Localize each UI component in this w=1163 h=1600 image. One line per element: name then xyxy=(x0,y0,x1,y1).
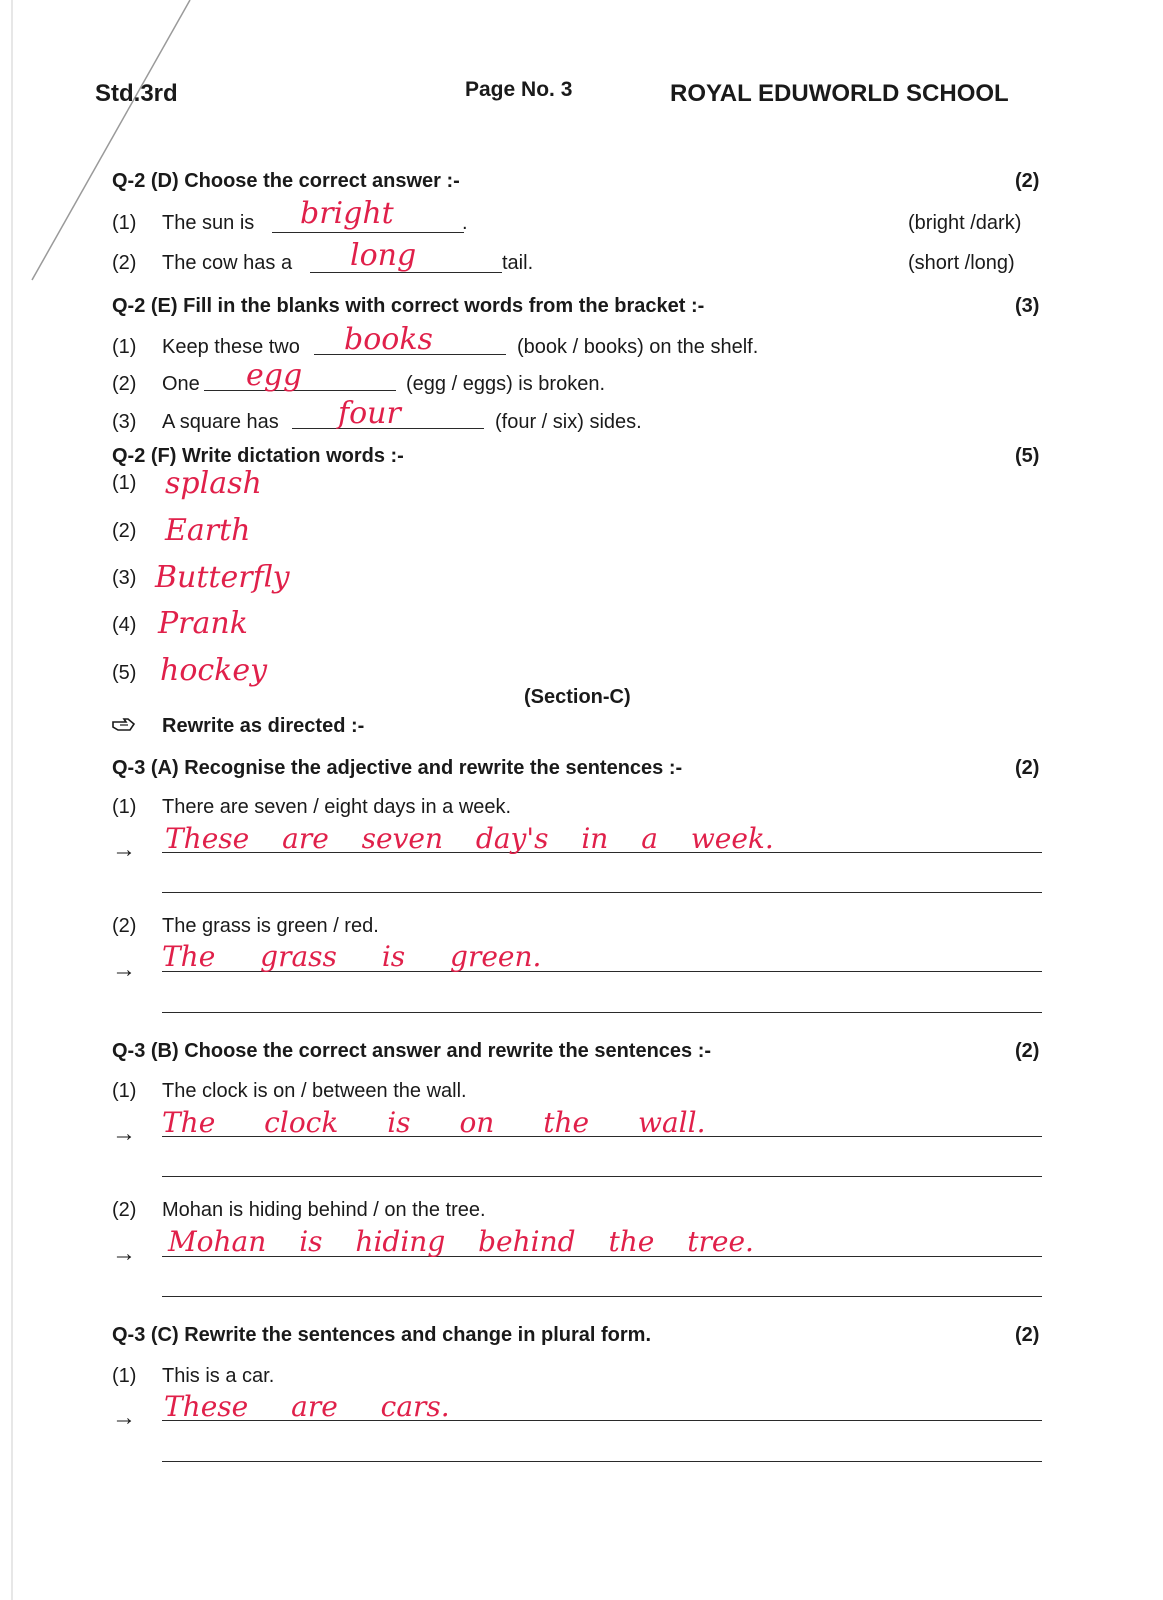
q3c-1-answer: These are cars. xyxy=(164,1390,450,1423)
q2e-1-answer: books xyxy=(344,322,433,357)
q2e-2-post: (egg / eggs) is broken. xyxy=(406,373,605,395)
q3a-2-num: (2) xyxy=(112,915,137,937)
answer-line xyxy=(162,1461,1042,1462)
q2e-2-num: (2) xyxy=(112,373,137,395)
q2f-marks: (5) xyxy=(1015,445,1040,467)
q3a-1-num: (1) xyxy=(112,796,137,818)
q3b-1-num: (1) xyxy=(112,1080,137,1102)
q3b-marks: (2) xyxy=(1015,1040,1040,1062)
arrow-icon: → xyxy=(112,836,136,863)
q2e-title: Q-2 (E) Fill in the blanks with correct words from the bracket :- xyxy=(112,295,705,317)
section-title: (Section-C) xyxy=(524,686,631,708)
q2e-2-text: One xyxy=(162,373,200,395)
std-label: Std.3rd xyxy=(95,80,178,107)
q3a-2-text: The grass is green / red. xyxy=(162,915,379,937)
q3a-2-answer: The grass is green. xyxy=(162,940,542,973)
q2d-1-num: (1) xyxy=(112,212,137,234)
q2f-1-answer: splash xyxy=(165,466,262,501)
q2d-title: Q-2 (D) Choose the correct answer :- xyxy=(112,170,460,192)
q2e-3-post: (four / six) sides. xyxy=(495,411,642,433)
q2f-5-num: (5) xyxy=(112,662,137,684)
arrow-icon: → xyxy=(112,1120,136,1147)
rewrite-instruction: Rewrite as directed :- xyxy=(162,715,365,737)
q2f-title: Q-2 (F) Write dictation words :- xyxy=(112,445,404,467)
q2d-2-post: tail. xyxy=(502,252,534,274)
q3b-1-text: The clock is on / between the wall. xyxy=(162,1080,467,1102)
q3a-1-text: There are seven / eight days in a week. xyxy=(162,796,512,818)
q3a-1-answer: These are seven day's in a week. xyxy=(165,822,774,855)
q2f-4-num: (4) xyxy=(112,614,137,636)
q2f-4-answer: Prank xyxy=(158,606,248,641)
q2e-1-text: Keep these two xyxy=(162,336,300,358)
answer-line xyxy=(162,1176,1042,1177)
q2d-2-num: (2) xyxy=(112,252,137,274)
answer-line xyxy=(162,1296,1042,1297)
q3c-1-num: (1) xyxy=(112,1365,137,1387)
q2e-1-post: (book / books) on the shelf. xyxy=(517,336,759,358)
q2d-1-options: (bright /dark) xyxy=(908,212,1022,234)
q2d-2-text: The cow has a xyxy=(162,252,293,274)
answer-line xyxy=(162,1012,1042,1013)
q3c-marks: (2) xyxy=(1015,1324,1040,1346)
answer-blank xyxy=(272,232,464,233)
school-name: ROYAL EDUWORLD SCHOOL xyxy=(670,80,1009,107)
q2e-3-text: A square has xyxy=(162,411,279,433)
q3b-title: Q-3 (B) Choose the correct answer and rewrite the sentences :- xyxy=(112,1040,712,1062)
q2f-2-num: (2) xyxy=(112,520,137,542)
q3b-2-answer: Mohan is hiding behind the tree. xyxy=(168,1225,754,1258)
q2d-1-text: The sun is xyxy=(162,212,255,234)
q2f-5-answer: hockey xyxy=(160,653,268,688)
q2f-3-num: (3) xyxy=(112,567,137,589)
q2f-1-num: (1) xyxy=(112,472,137,494)
q3b-2-num: (2) xyxy=(112,1199,137,1221)
q2e-2-answer: egg xyxy=(246,358,303,393)
pointing-hand-icon xyxy=(112,716,138,739)
q2e-marks: (3) xyxy=(1015,295,1040,317)
q2f-3-answer: Butterfly xyxy=(155,560,290,595)
q2d-marks: (2) xyxy=(1015,170,1040,192)
answer-line xyxy=(162,892,1042,893)
q3b-2-text: Mohan is hiding behind / on the tree. xyxy=(162,1199,486,1221)
q2e-3-answer: four xyxy=(338,396,401,431)
q2d-1-post: . xyxy=(462,212,468,234)
q2d-2-answer: long xyxy=(350,238,417,273)
arrow-icon: → xyxy=(112,956,136,983)
arrow-icon: → xyxy=(112,1240,136,1267)
q2d-1-answer: bright xyxy=(300,196,394,231)
arrow-icon: → xyxy=(112,1404,136,1431)
q2e-1-num: (1) xyxy=(112,336,137,358)
q2d-2-options: (short /long) xyxy=(908,252,1015,274)
q3c-1-text: This is a car. xyxy=(162,1365,275,1387)
q3a-title: Q-3 (A) Recognise the adjective and rewrite the sentences :- xyxy=(112,757,683,779)
q2f-2-answer: Earth xyxy=(165,513,251,548)
q3c-title: Q-3 (C) Rewrite the sentences and change in plural form. xyxy=(112,1324,651,1346)
q2e-3-num: (3) xyxy=(112,411,137,433)
page-number: Page No. 3 xyxy=(465,78,573,101)
q3a-marks: (2) xyxy=(1015,757,1040,779)
q3b-1-answer: The clock is on the wall. xyxy=(162,1106,706,1139)
